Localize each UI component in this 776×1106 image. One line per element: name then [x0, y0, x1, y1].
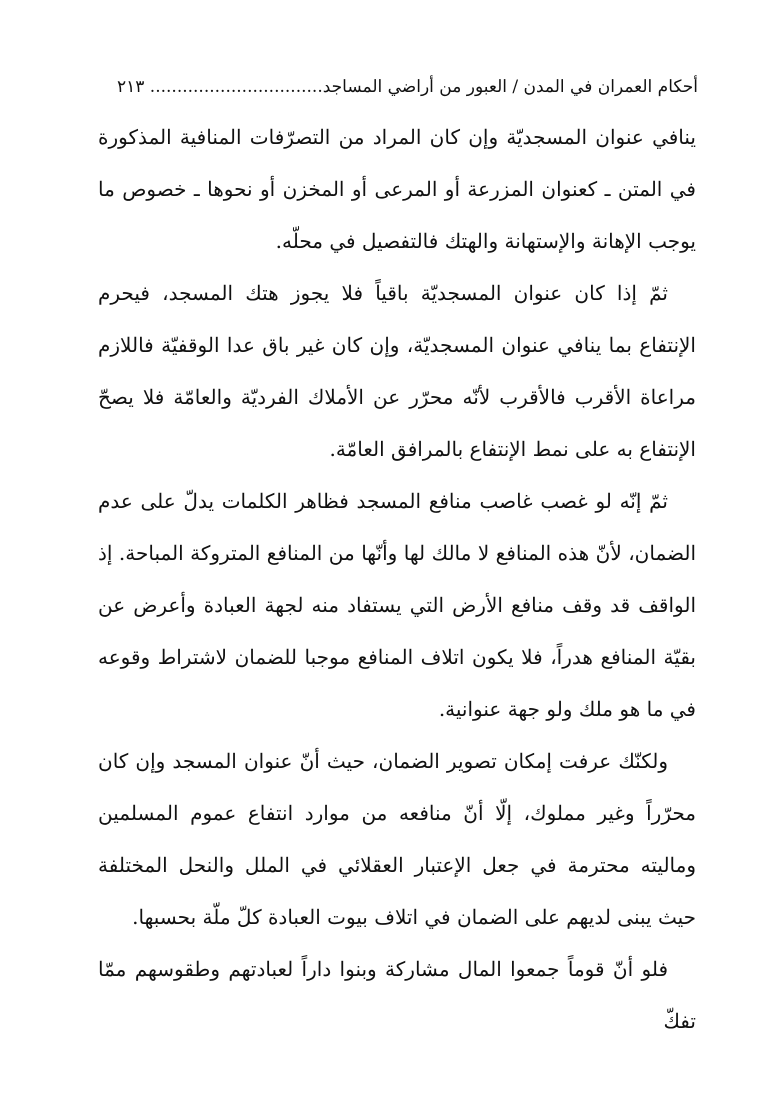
paragraph: ثمّ إذا كان عنوان المسجديّة باقياً فلا يجوز هتك المسجد، فيحرم الإنتفاع بما ينافي عنوان المسجديّة، وإن كان غير باق عدا الوقفيّة فاللازم مراعاة الأقرب فالأقرب لأنّه محرّر عن الأملاك الفرديّة والعامّة فلا يصحّ الإنتفاع به على نمط الإنتفاع بالمرافق العامّة. — [98, 281, 696, 461]
paragraph: ثمّ إنّه لو غصب غاصب منافع المسجد فظاهر الكلمات يدلّ على عدم الضمان، لأنّ هذه المنافع لا مالك لها وأنّها من المنافع المتروكة المباحة. إذ الواقف قد وقف منافع الأرض التي يستفاد منه لجهة العبادة وأعرض عن بقيّة المنافع هدراً، فلا يكون اتلاف المنافع موجبا للضمان لاشتراط وقوعه في ما هو ملك ولو جهة عنوانية. — [98, 489, 696, 721]
paragraph: ولكنّك عرفت إمكان تصوير الضمان، حيث أنّ عنوان المسجد وإن كان محرّراً وغير مملوك، إلّا أنّ منافعه من موارد انتفاع عموم المسلمين وماليته محترمة في جعل الإعتبار العقلائي في الملل والنحل المختلفة حيث يبنى لديهم على الضمان في اتلاف بيوت العبادة كلّ ملّة بحسبها. — [98, 749, 696, 929]
paragraph: فلو أنّ قوماً جمعوا المال مشاركة وبنوا داراً لعبادتهم وطقوسهم ممّا تفكّ — [98, 957, 696, 1033]
running-head: أحكام العمران في المدن / العبور من أراضي المساجد................................ ٢١٣ — [116, 77, 698, 97]
paragraph: ينافي عنوان المسجديّة وإن كان المراد من التصرّفات المنافية المذكورة في المتن ـ كعنوان المزرعة أو المرعى أو المخزن أو نحوها ـ خصوص ما يوجب الإهانة والإستهانة والهتك فالتفصيل في محلّه. — [98, 125, 696, 253]
body-text — [98, 111, 696, 1047]
